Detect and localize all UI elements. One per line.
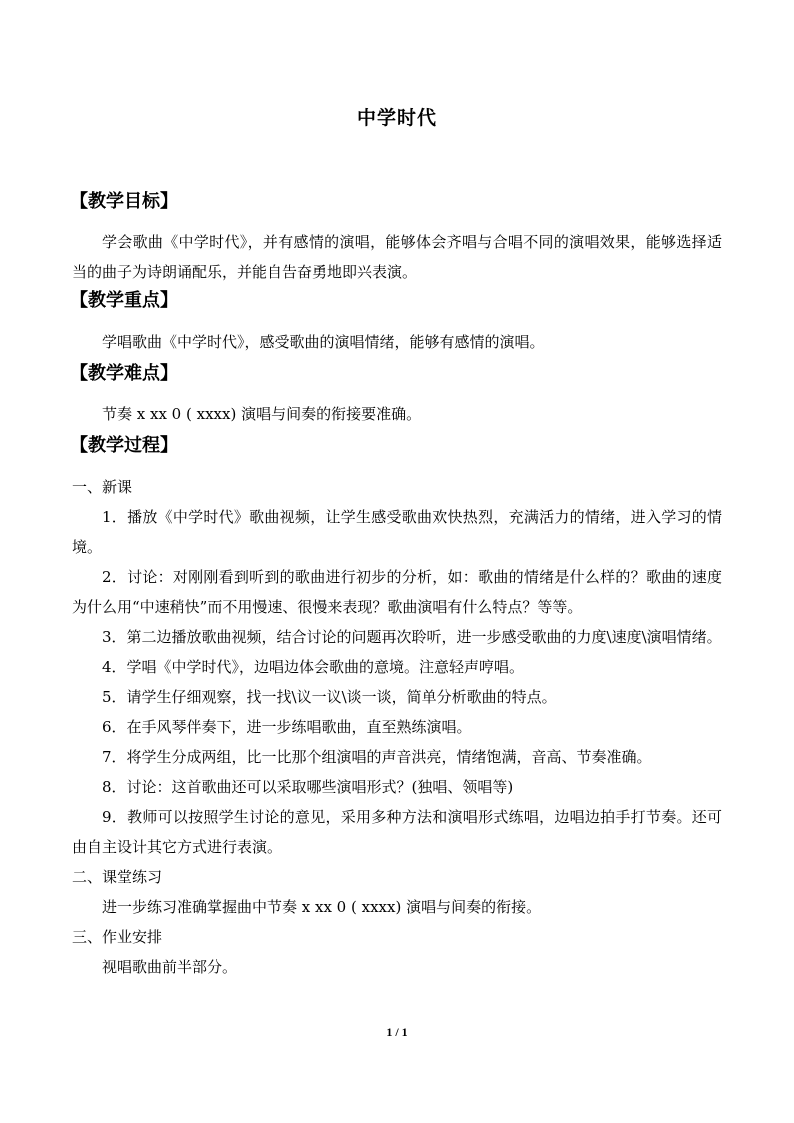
part2-text: 进一步练习准确掌握曲中节奏 x xx 0 ( xxxx) 演唱与间奏的衔接。	[102, 898, 542, 916]
list-item: 4．学唱《中学时代》，边唱边体会歌曲的意境。注意轻声哼唱。	[102, 658, 525, 676]
difficulties-text: 节奏 x xx 0 ( xxxx) 演唱与间奏的衔接要准确。	[102, 405, 422, 423]
part2-title: 二、课堂练习	[72, 868, 163, 886]
page-number: 1 / 1	[386, 1025, 408, 1039]
list-item: 6．在手风琴伴奏下，进一步练唱歌曲，直至熟练演唱。	[102, 718, 472, 736]
list-item: 8．讨论：这首歌曲还可以采取哪些演唱形式？(独唱、领唱等)	[102, 778, 514, 796]
part1-title: 一、新课	[72, 478, 133, 496]
page-title: 中学时代	[356, 107, 437, 129]
section-objectives	[72, 188, 722, 216]
section-process	[72, 432, 722, 460]
section-difficulties-body	[72, 399, 722, 429]
section-heading-objectives: 【教学目标】	[70, 191, 178, 212]
part3-title: 三、作业安排	[72, 928, 163, 946]
section-key-points	[72, 287, 722, 315]
section-objectives-body	[72, 227, 722, 287]
key-points-text: 学唱歌曲《中学时代》，感受歌曲的演唱情绪，能够有感情的演唱。	[102, 333, 545, 351]
list-item: 1．播放《中学时代》歌曲视频，让学生感受歌曲欢快热烈，充满活力的情绪，进入学习的情境。	[72, 508, 722, 556]
section-key-points-body	[72, 327, 722, 357]
list-item: 3．第二边播放歌曲视频，结合讨论的问题再次聆听，进一步感受歌曲的力度\速度\演唱情绪。	[102, 628, 722, 646]
list-item: 2．讨论：对刚刚看到听到的歌曲进行初步的分析，如：歌曲的情绪是什么样的？歌曲的速度为什么用“中速稍快”而不用慢速、很慢来表现？歌曲演唱有什么特点？等等。	[72, 568, 722, 616]
list-item: 9．教师可以按照学生讨论的意见，采用多种方法和演唱形式练唱，边唱边拍手打节奏。还可由自主设计其它方式进行表演。	[72, 808, 722, 856]
objectives-text: 学会歌曲《中学时代》，并有感情的演唱，能够体会齐唱与合唱不同的演唱效果，能够选择适当的曲子为诗朗诵配乐，并能自告奋勇地即兴表演。	[72, 233, 722, 281]
part3-text: 视唱歌曲前半部分。	[102, 958, 238, 976]
section-heading-process: 【教学过程】	[70, 435, 178, 456]
section-heading-key-points: 【教学重点】	[70, 290, 178, 311]
process-content	[72, 472, 722, 982]
section-difficulties	[72, 360, 722, 388]
list-item: 5．请学生仔细观察，找一找\议一议\谈一谈，简单分析歌曲的特点。	[102, 688, 557, 706]
list-item: 7．将学生分成两组，比一比那个组演唱的声音洪亮，情绪饱满，音高、节奏准确。	[102, 748, 652, 766]
section-heading-difficulties: 【教学难点】	[70, 363, 178, 384]
